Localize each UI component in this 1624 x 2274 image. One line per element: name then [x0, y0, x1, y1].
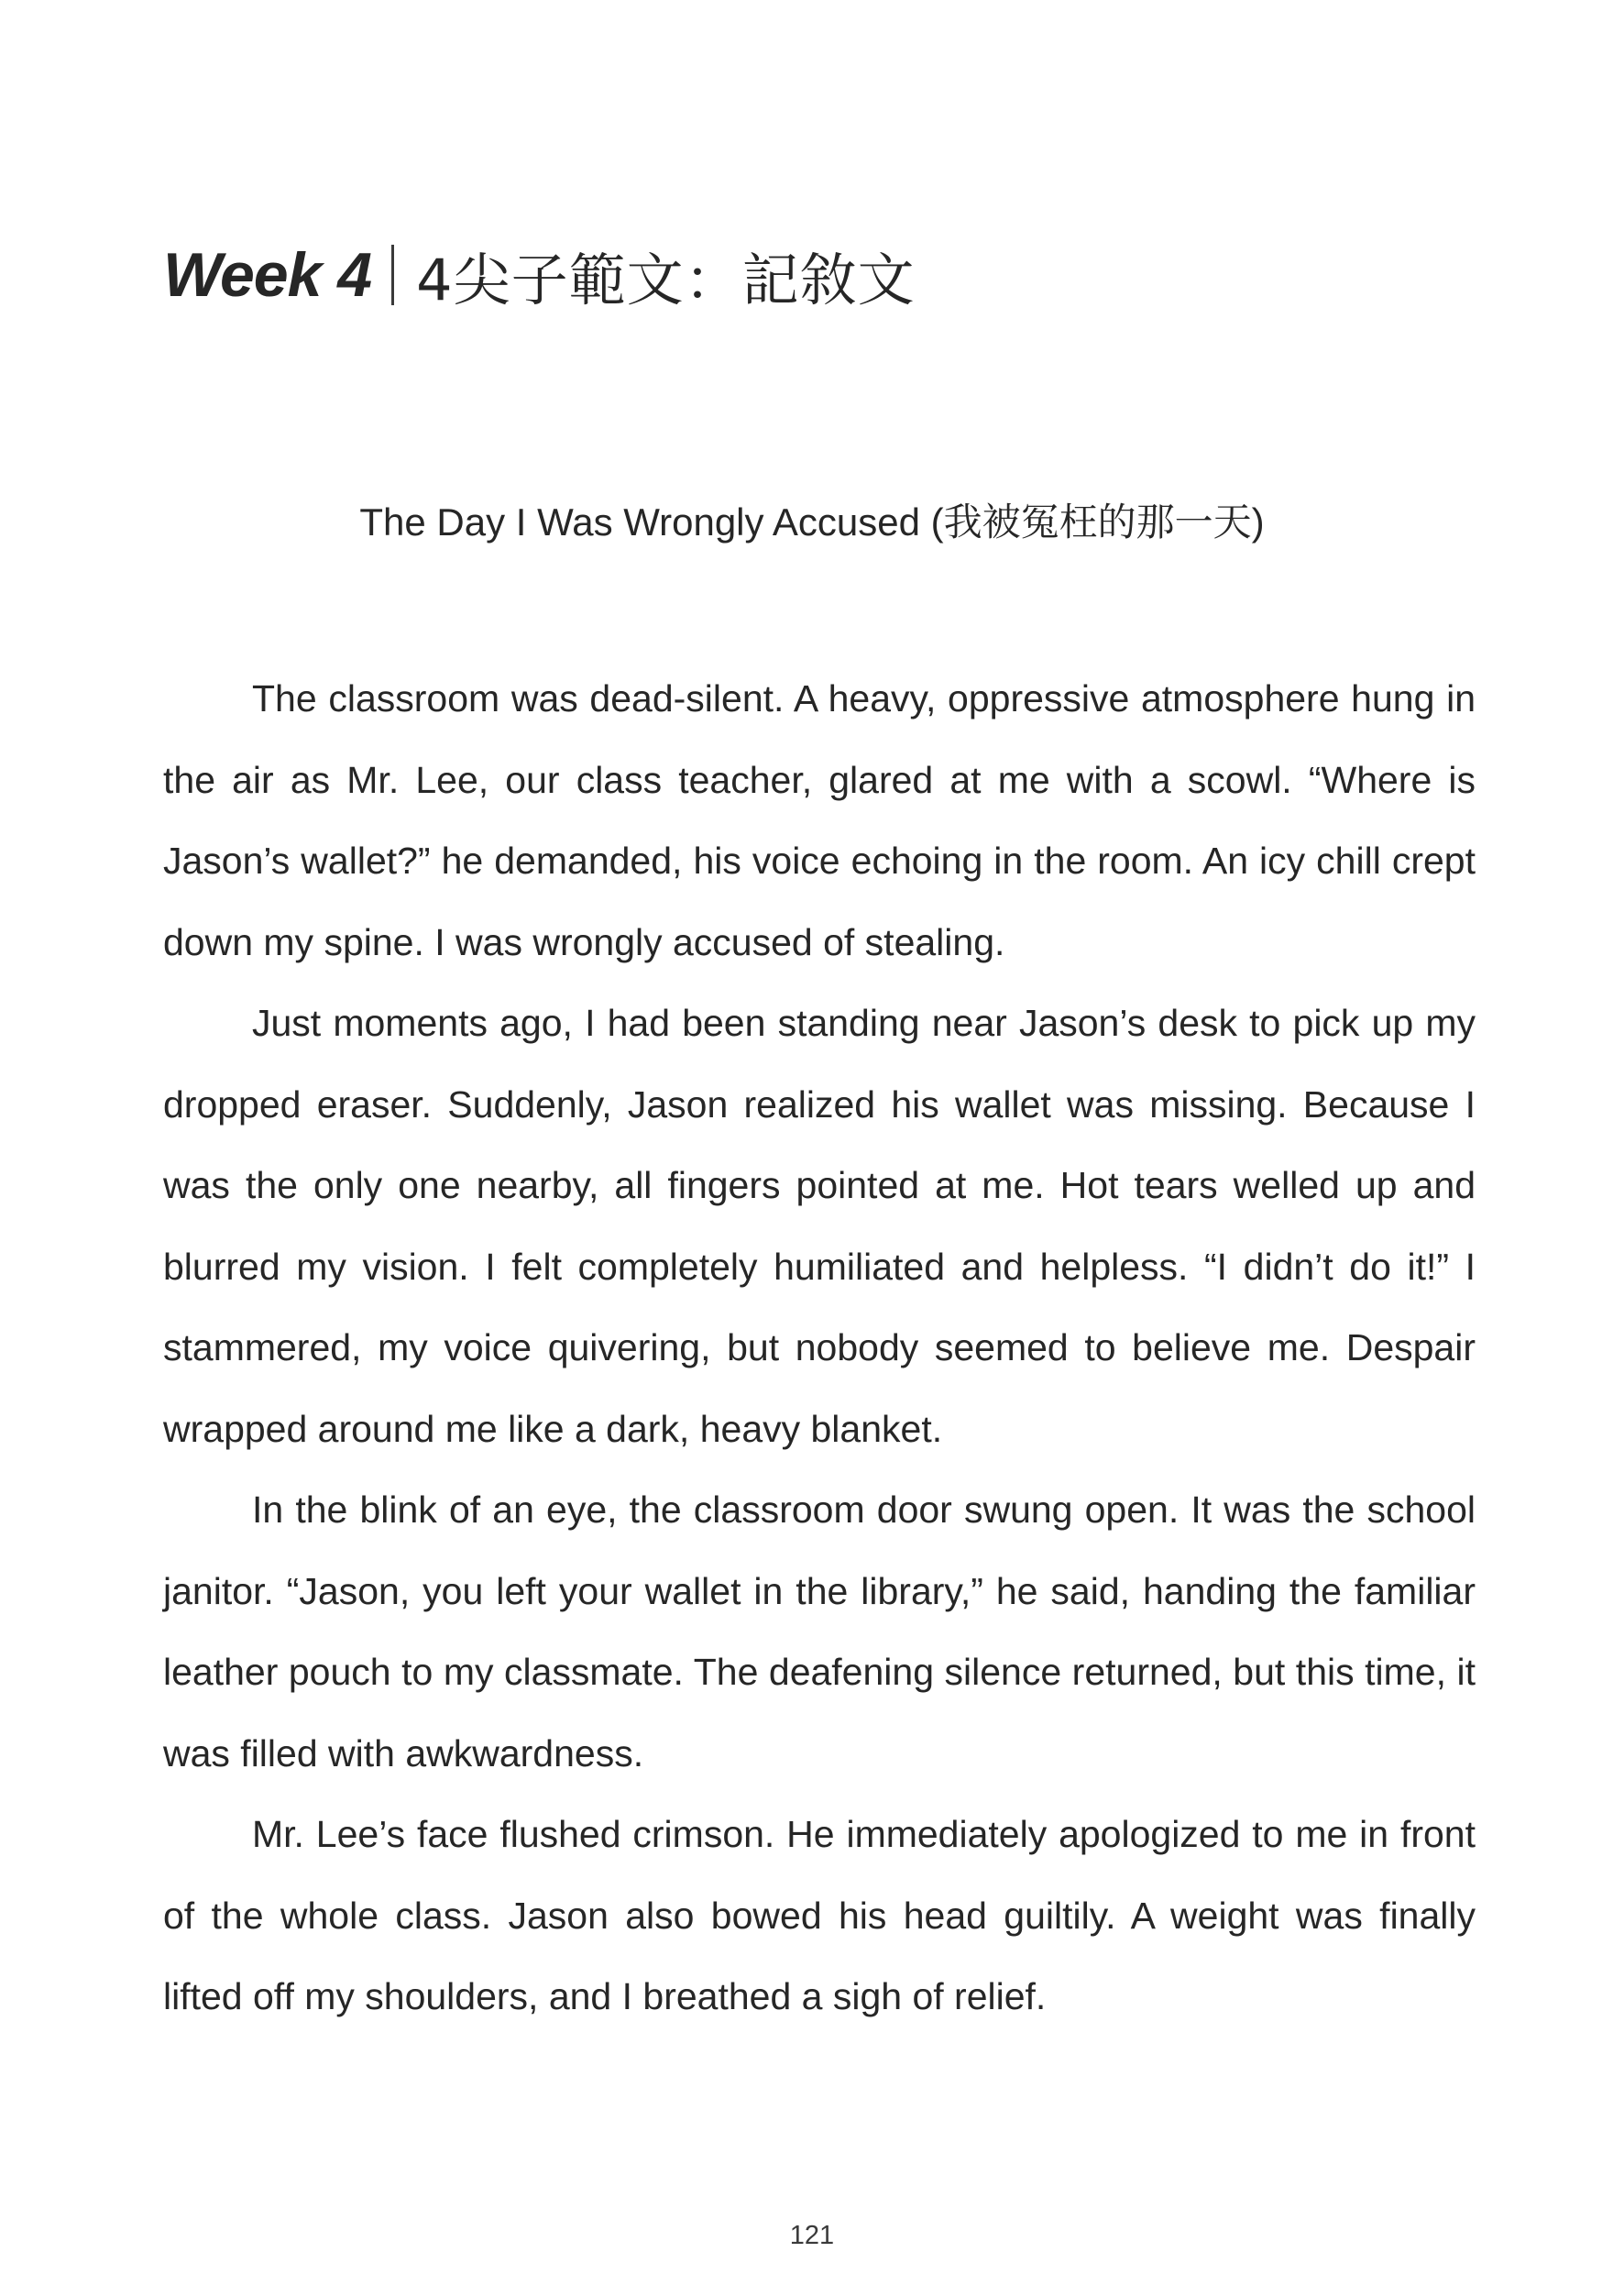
week-label: Week 4 — [163, 240, 372, 310]
essay-paragraph: Mr. Lee’s face flushed crimson. He immediately apologized to me in front of the whole class. Jason also bowed his head guiltily. A weight was finally lifted off my shoulders, and I breathed a sigh of relief. — [163, 1813, 1476, 2017]
essay-paragraph: In the blink of an eye, the classroom door swung open. It was the school janitor. “Jason, you left your wallet in the library,” he said, handing the familiar leather pouch to my classmate. The deafening silence returned, but this time, it was filled with awkwardness. — [163, 1489, 1476, 1774]
essay-title: The Day I Was Wrongly Accused (我被冤枉的那一天) — [359, 500, 1265, 544]
heading-divider — [391, 245, 394, 305]
essay-body — [163, 658, 1476, 2038]
page-heading — [163, 225, 916, 325]
essay-paragraph: Just moments ago, I had been standing near Jason’s desk to pick up my dropped eraser. Suddenly, Jason realized his wallet was missing. Because I was the only one nearby, all fingers pointed at me. Hot tears welled up and blurred my vision. I felt completely humiliated and helpless. “I didn’t do it!” I stammered, my voice quivering, but nobody seemed to believe me. Despair wrapped around me like a dark, heavy blanket. — [163, 1002, 1476, 1450]
heading-title: 4尖子範文：記敘文 — [416, 246, 916, 313]
essay-paragraph: The classroom was dead-silent. A heavy, oppressive atmosphere hung in the air as Mr. Lee, our class teacher, glared at me with a scowl. “Where is Jason’s wallet?” he demanded, his voice echoing in the room. An icy chill crept down my spine. I was wrongly accused of stealing. — [163, 677, 1476, 963]
page-number: 121 — [789, 2221, 835, 2250]
